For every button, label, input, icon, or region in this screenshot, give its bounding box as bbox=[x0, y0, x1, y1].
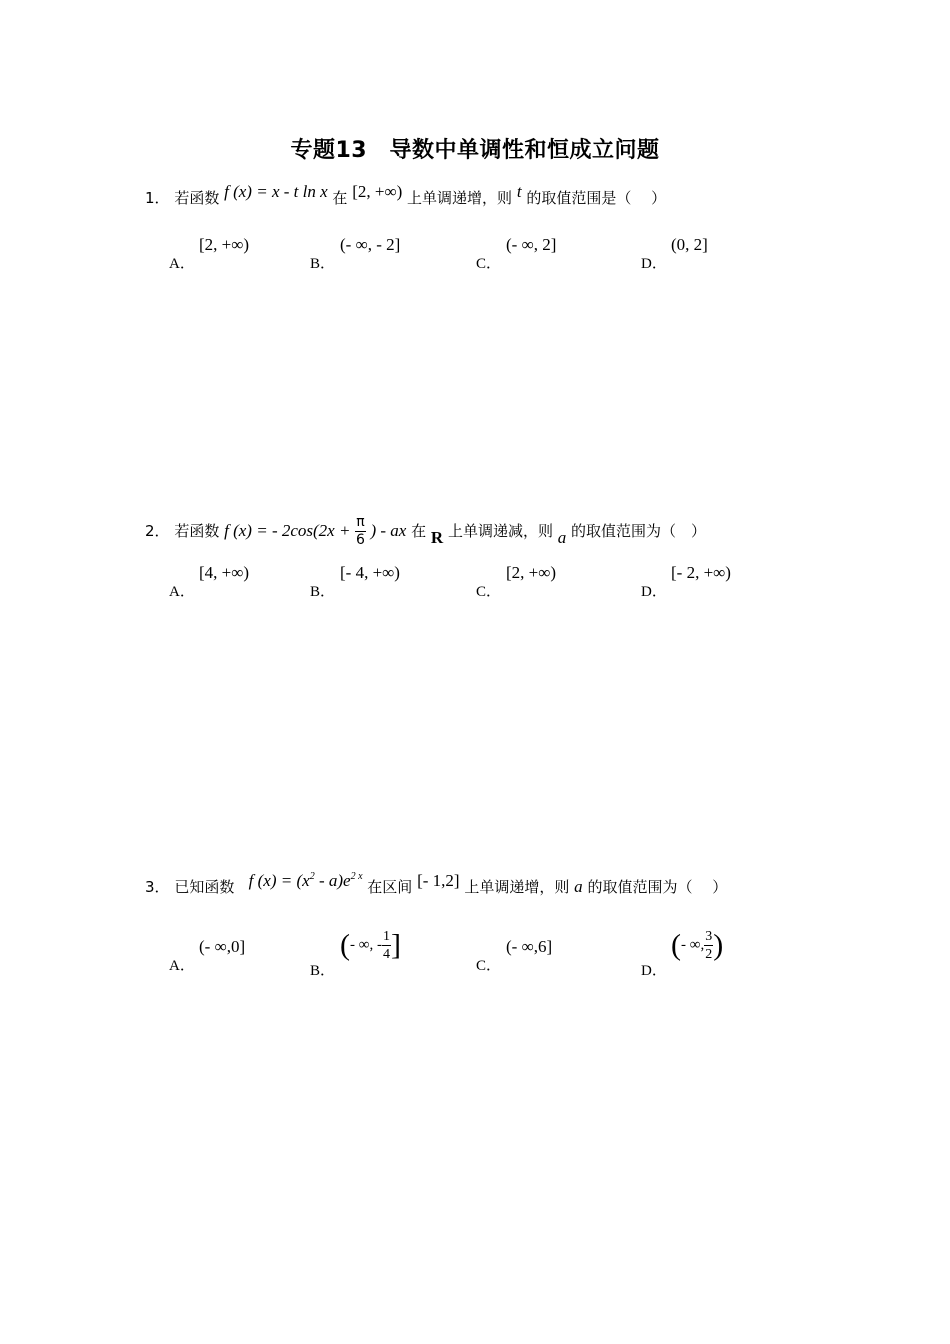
question-number: 1． bbox=[145, 189, 170, 207]
function-formula: ) - ax bbox=[370, 521, 407, 540]
option-value: (- ∞, - 2] bbox=[340, 235, 401, 254]
option-value: (- ∞,0] bbox=[199, 937, 246, 956]
interval: [- 1,2] bbox=[417, 871, 460, 890]
close-paren: ) bbox=[713, 928, 724, 962]
question-2-stem bbox=[145, 514, 706, 549]
stem-text: 若函数 bbox=[174, 189, 220, 207]
option-label: C． bbox=[476, 958, 502, 974]
option-d[interactable] bbox=[641, 235, 708, 272]
fraction bbox=[704, 928, 713, 963]
stem-text: 在 bbox=[411, 522, 427, 540]
variable: a bbox=[557, 528, 567, 547]
option-d[interactable] bbox=[641, 928, 724, 980]
stem-text: 已知函数 bbox=[174, 878, 235, 896]
option-value: [4, +∞) bbox=[199, 563, 250, 582]
option-label: B． bbox=[310, 256, 336, 272]
option-b[interactable] bbox=[310, 235, 401, 272]
stem-text: 的取值范围是（ ） bbox=[526, 189, 667, 207]
option-value bbox=[340, 928, 401, 963]
option-label: D． bbox=[641, 256, 667, 272]
option-c[interactable] bbox=[476, 563, 557, 600]
option-value: [2, +∞) bbox=[199, 235, 250, 254]
option-c[interactable] bbox=[476, 235, 557, 272]
variable: a bbox=[574, 877, 583, 896]
option-value-text: - ∞, bbox=[681, 937, 705, 953]
option-value-text: - ∞, - bbox=[350, 937, 382, 953]
question-1-stem bbox=[145, 182, 667, 208]
superscript: 2 x bbox=[350, 871, 363, 882]
question-3-stem bbox=[145, 871, 728, 897]
stem-text: 上单调递减，则 bbox=[447, 522, 553, 540]
open-paren: ( bbox=[671, 928, 681, 962]
option-a[interactable] bbox=[169, 235, 250, 272]
option-label: A． bbox=[169, 584, 195, 600]
option-value: [- 4, +∞) bbox=[340, 563, 400, 582]
function-formula: f (x) = - 2cos(2x + bbox=[224, 521, 351, 540]
fraction-numerator: 3 bbox=[705, 929, 713, 944]
real-set: R bbox=[430, 528, 444, 547]
option-c[interactable] bbox=[476, 937, 553, 974]
option-label: B． bbox=[310, 584, 336, 600]
option-label: C． bbox=[476, 584, 502, 600]
fraction-numerator: 1 bbox=[382, 929, 390, 944]
open-paren: ( bbox=[340, 928, 350, 962]
option-value: (0, 2] bbox=[671, 235, 708, 254]
option-b[interactable] bbox=[310, 928, 401, 980]
fraction-denominator: 2 bbox=[705, 947, 713, 962]
stem-text: 在区间 bbox=[367, 878, 413, 896]
interval: [2, +∞) bbox=[352, 182, 403, 201]
page-title: 专题13 导数中单调性和恒成立问题 bbox=[290, 138, 660, 163]
option-label: B． bbox=[310, 963, 336, 980]
superscript: 2 bbox=[309, 871, 315, 882]
option-label: D． bbox=[641, 963, 667, 980]
close-bracket: ] bbox=[390, 928, 401, 962]
stem-text: 上单调递增，则 bbox=[464, 878, 570, 896]
formula-part: - a)e bbox=[314, 871, 351, 890]
fraction-denominator: 4 bbox=[382, 947, 390, 962]
option-label: A． bbox=[169, 958, 195, 974]
option-b[interactable] bbox=[310, 563, 400, 600]
option-label: A． bbox=[169, 256, 195, 272]
stem-text: 上单调递增，则 bbox=[407, 189, 513, 207]
question-number: 3． bbox=[145, 878, 170, 896]
stem-text: 若函数 bbox=[174, 522, 220, 540]
stem-text: 的取值范围为（ ） bbox=[587, 878, 728, 896]
fraction bbox=[382, 928, 391, 963]
fraction-denominator: 6 bbox=[355, 532, 365, 548]
option-value: (- ∞,6] bbox=[506, 937, 553, 956]
stem-text: 的取值范围为（ ） bbox=[571, 522, 707, 540]
option-label: C． bbox=[476, 256, 502, 272]
function-formula: f (x) = x - t ln x bbox=[224, 182, 328, 201]
variable: t bbox=[516, 182, 522, 201]
option-a[interactable] bbox=[169, 937, 246, 974]
option-value: [2, +∞) bbox=[506, 563, 557, 582]
function-formula bbox=[249, 871, 363, 891]
option-value bbox=[671, 928, 723, 963]
question-number: 2． bbox=[145, 522, 170, 540]
option-a[interactable] bbox=[169, 563, 250, 600]
option-value: (- ∞, 2] bbox=[506, 235, 557, 254]
option-d[interactable] bbox=[641, 563, 731, 600]
option-value: [- 2, +∞) bbox=[671, 563, 731, 582]
fraction bbox=[355, 514, 365, 549]
fraction-numerator: π bbox=[356, 514, 365, 530]
option-label: D． bbox=[641, 584, 667, 600]
formula-part: f (x) = (x bbox=[248, 871, 310, 890]
stem-text: 在 bbox=[332, 189, 348, 207]
